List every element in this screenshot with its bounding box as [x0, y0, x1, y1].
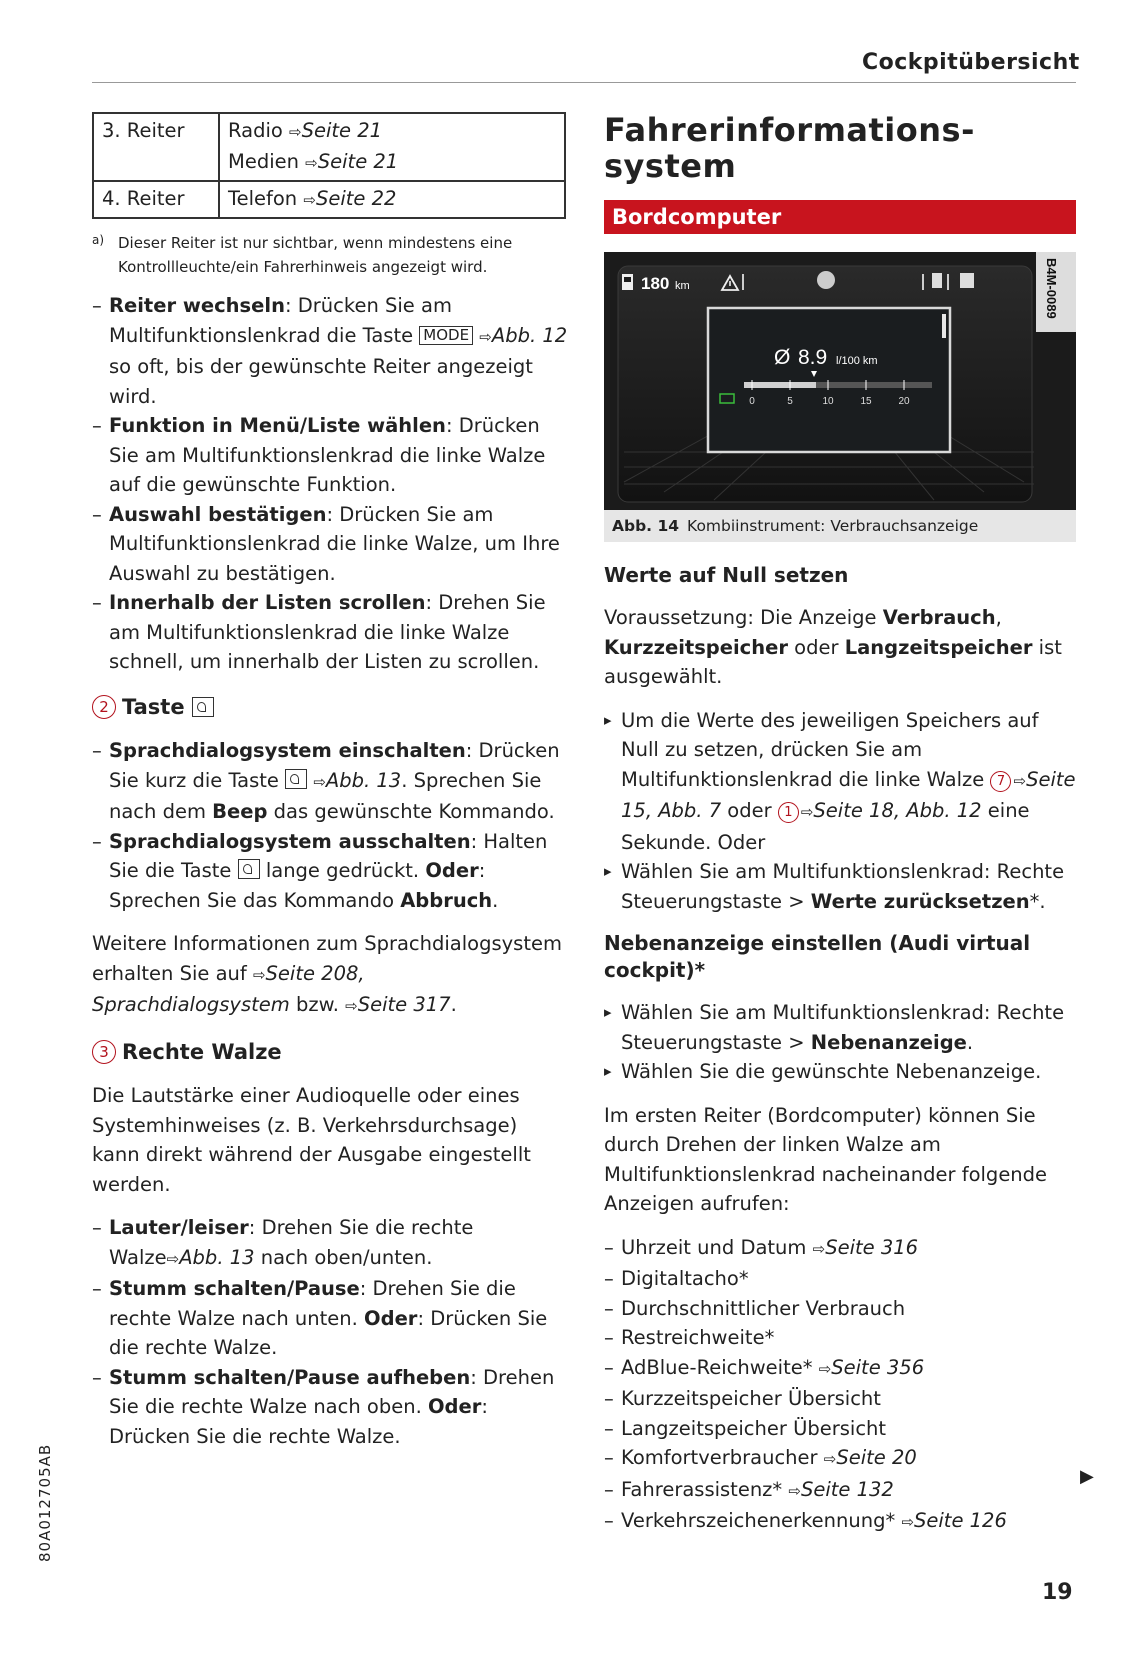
cluster-illustration: [604, 252, 1076, 510]
mode-key: MODE: [419, 326, 473, 345]
step-list: [604, 998, 1076, 1087]
instruction-list: [92, 291, 568, 677]
list-item: – Langzeitspeicher Übersicht: [604, 1414, 1076, 1444]
page-ref-link[interactable]: Seite 18, Abb. 12: [813, 799, 982, 822]
table-row: [93, 181, 565, 218]
phone-icon: [932, 273, 942, 288]
list-item: – AdBlue-Reichweite* ⇨Seite 356: [604, 1353, 1076, 1385]
heading-reset-values: Werte auf Null setzen: [604, 563, 849, 587]
scale-tick: [790, 380, 791, 390]
arrow-right-icon: ⇨: [166, 1249, 180, 1268]
arrow-right-icon: ⇨: [303, 191, 316, 209]
list-item: ▸ Wählen Sie am Multifunktionslenkrad: Rechte Steuerungstaste > Nebenanzeige.: [604, 998, 1076, 1057]
page-ref-link[interactable]: Seite 356: [831, 1355, 925, 1379]
table-cell-content: Radio ⇨Seite 21 Medien ⇨Seite 21: [219, 113, 565, 181]
scrollbar[interactable]: [942, 314, 946, 338]
list-item: – Fahrerassistenz* ⇨Seite 132: [604, 1475, 1076, 1507]
book-icon: [960, 273, 974, 288]
scale-tick-label: 5: [787, 396, 793, 407]
scale-tick-label: 20: [898, 396, 910, 407]
range-value: 180: [641, 274, 670, 293]
page-ref-link[interactable]: Abb. 13: [179, 1245, 255, 1269]
page-ref-link[interactable]: Abb. 13: [325, 768, 402, 792]
voice-command-icon: [285, 769, 307, 789]
voice-command-icon: [238, 859, 260, 879]
list-item: – Durchschnittlicher Verbrauch: [604, 1294, 1076, 1324]
range-unit: km: [675, 280, 690, 292]
list-item: – Uhrzeit und Datum ⇨Seite 316: [604, 1233, 1076, 1265]
consumption-scale-fill: [744, 382, 816, 388]
arrow-right-icon: ⇨: [479, 327, 492, 346]
arrow-right-icon: ⇨: [305, 154, 318, 172]
list-item: ▸ Wählen Sie am Multifunktionslenkrad: Rechte Steuerungstaste > Werte zurücksetzen*.: [604, 857, 1076, 916]
arrow-right-icon: ⇨: [788, 1481, 801, 1500]
list-item: – Funktion in Menü/Liste wählen: Drücken Sie am Multifunktionslenkrad die linke Walze auf die gewünschte Funktion.: [92, 411, 568, 500]
arrow-right-icon: ⇨: [252, 965, 266, 984]
list-item: – Reiter wechseln: Drücken Sie am Multifunktionslenkrad die Taste MODE ⇨Abb. 12 so oft, bis der gewünschte Reiter angezeigt wird.: [92, 291, 568, 411]
list-item: – Auswahl bestätigen: Drücken Sie am Multifunktionslenkrad die linke Walze, um Ihre Auswahl zu bestätigen.: [92, 500, 568, 589]
list-item: – Digitaltacho*: [604, 1264, 1076, 1294]
page-ref-link[interactable]: Seite 21: [317, 150, 399, 173]
list-item: – Innerhalb der Listen scrollen: Drehen Sie am Multifunktionslenkrad die linke Walze schnell, um innerhalb der Listen zu scrollen.: [92, 588, 568, 677]
instruction-list: [92, 1213, 568, 1451]
list-item: – Stumm schalten/Pause: Drehen Sie die rechte Walze nach unten. Oder: Drücken Sie die rechte Walze.: [92, 1274, 568, 1363]
list-item: ▸ Um die Werte des jeweiligen Speichers auf Null zu setzen, drücken Sie am Multifunktionslenkrad die linke Walze 7 ⇨Seite 15, Abb. 7 oder 1 ⇨Seite 18, Abb. 12 eine Sekunde. Oder: [604, 706, 1076, 858]
arrow-right-icon: ⇨: [901, 1513, 915, 1531]
scale-tick: [904, 380, 905, 390]
arrow-right-icon: ⇨: [823, 1450, 837, 1468]
tabs-table: [92, 112, 566, 219]
page-ref-link[interactable]: Seite 317: [357, 993, 451, 1016]
page-ref-link[interactable]: Seite 208, Sprachdialogsystem: [92, 961, 365, 1016]
paragraph: Voraussetzung: Die Anzeige Verbrauch, Kurzzeitspeicher oder Langzeitspeicher ist ausgewählt.: [604, 606, 1062, 688]
footnote-text: Dieser Reiter ist nur sichtbar, wenn mindestens eine Kontrollleuchte/ein Fahrerhinweis angezeigt wird.: [118, 234, 513, 276]
page-ref-link[interactable]: Abb. 12: [491, 323, 568, 347]
globe-icon: [817, 271, 835, 289]
list-item: – Komfortverbraucher ⇨Seite 20: [604, 1443, 1076, 1475]
page-ref-link[interactable]: Seite 126: [914, 1509, 1007, 1532]
list-item: – Restreichweite*: [604, 1323, 1076, 1353]
scale-tick-label: 10: [822, 396, 834, 407]
paragraph: Die Lautstärke einer Audioquelle oder eines Systemhinweises (z. B. Verkehrsdurchsage) kann direkt während der Ausgabe eingestellt werden.: [92, 1084, 531, 1196]
consumption-symbol: Ø: [774, 346, 791, 369]
scale-tick: [752, 380, 753, 390]
footnote-mark: a): [92, 233, 105, 247]
list-item: – Lauter/leiser: Drehen Sie die rechte Walze⇨Abb. 13 nach oben/unten.: [92, 1213, 568, 1274]
figure-code: B4M-0089: [1044, 258, 1059, 319]
callout-number: 2: [92, 695, 116, 719]
document-code: 80A012705AB: [36, 1443, 54, 1562]
page-ref-link[interactable]: Seite 316: [825, 1235, 919, 1259]
arrow-right-icon: ⇨: [345, 997, 358, 1015]
fuel-pump-icon: [622, 274, 633, 290]
page-ref-link[interactable]: Seite 21: [301, 119, 383, 142]
left-column: [92, 112, 568, 1465]
header-divider: [92, 82, 1076, 83]
instruction-list: [92, 736, 568, 915]
arrow-right-icon: ⇨: [289, 123, 302, 141]
callout-number: 1: [778, 802, 799, 823]
consumption-value: 8.9: [798, 346, 828, 369]
list-item: ▸ Wählen Sie die gewünschte Nebenanzeige.: [604, 1057, 1076, 1087]
page-ref-link[interactable]: Seite 20: [836, 1446, 917, 1469]
section-heading-right-wheel: 3 Rechte Walze: [92, 1038, 568, 1068]
scale-tick: [828, 380, 829, 390]
table-row: [93, 113, 565, 181]
scale-tick-label: 0: [749, 396, 755, 407]
list-item: – Verkehrszeichenerkennung* ⇨Seite 126: [604, 1506, 1076, 1538]
list-item: – Stumm schalten/Pause aufheben: Drehen Sie die rechte Walze nach oben. Oder: Drücken Sie die rechte Walze.: [92, 1363, 568, 1452]
list-item: – Sprachdialogsystem einschalten: Drücken Sie kurz die Taste ⇨Abb. 13. Sprechen Sie nach dem Beep das gewünschte Kommando.: [92, 736, 568, 827]
display-list: [604, 1233, 1076, 1538]
arrow-right-icon: ⇨: [1013, 771, 1027, 790]
continue-arrow-icon: ▶: [1080, 1466, 1094, 1487]
arrow-right-icon: ⇨: [800, 803, 814, 821]
step-list: [604, 706, 1076, 917]
page-number: 19: [1042, 1580, 1073, 1605]
arrow-right-icon: ⇨: [812, 1239, 826, 1258]
arrow-right-icon: ⇨: [313, 772, 326, 791]
page-ref-link[interactable]: Seite 22: [315, 187, 397, 210]
heading-secondary-display: Nebenanzeige einstellen (Audi virtual cockpit)*: [604, 931, 1031, 982]
section-banner: Bordcomputer: [604, 200, 1076, 234]
figure-cluster-display: [604, 252, 1076, 510]
page-ref-link[interactable]: Seite 15, Abb. 7: [621, 767, 1076, 822]
table-cell-content: Telefon ⇨Seite 22: [219, 181, 565, 218]
arrow-right-icon: ⇨: [818, 1359, 832, 1378]
figure-caption: Abb. 14 Kombiinstrument: Verbrauchsanzeige: [604, 510, 1076, 542]
callout-number: 7: [990, 771, 1011, 792]
consumption-unit: l/100 km: [836, 355, 878, 367]
list-item: – Sprachdialogsystem ausschalten: Halten Sie die Taste lange gedrückt. Oder: Sprechen Sie das Kommando Abbruch.: [92, 827, 568, 916]
scale-tick-label: 15: [860, 396, 872, 407]
callout-number: 3: [92, 1040, 116, 1064]
table-cell-tab: 4. Reiter: [93, 181, 219, 218]
voice-command-icon: [192, 697, 214, 717]
paragraph: Im ersten Reiter (Bordcomputer) können Sie durch Drehen der linken Walze am Multifunktionslenkrad nacheinander folgende Anzeigen aufrufen:: [604, 1103, 1048, 1215]
scale-tick: [866, 380, 867, 390]
page-header-title: Cockpitübersicht: [862, 50, 1080, 75]
chapter-title: Fahrerinformations- system: [604, 111, 975, 185]
table-cell-tab: 3. Reiter: [93, 113, 219, 181]
paragraph: Weitere Informationen zum Sprachdialogsystem erhalten Sie auf ⇨Seite 208, Sprachdialogsystem bzw. ⇨Seite 317.: [92, 932, 562, 1016]
footnote: [92, 231, 568, 279]
page-ref-link[interactable]: Seite 132: [800, 1477, 894, 1501]
right-column: [604, 112, 1076, 1552]
section-heading-voice-key: 2 Taste: [92, 693, 568, 723]
list-item: – Kurzzeitspeicher Übersicht: [604, 1384, 1076, 1414]
